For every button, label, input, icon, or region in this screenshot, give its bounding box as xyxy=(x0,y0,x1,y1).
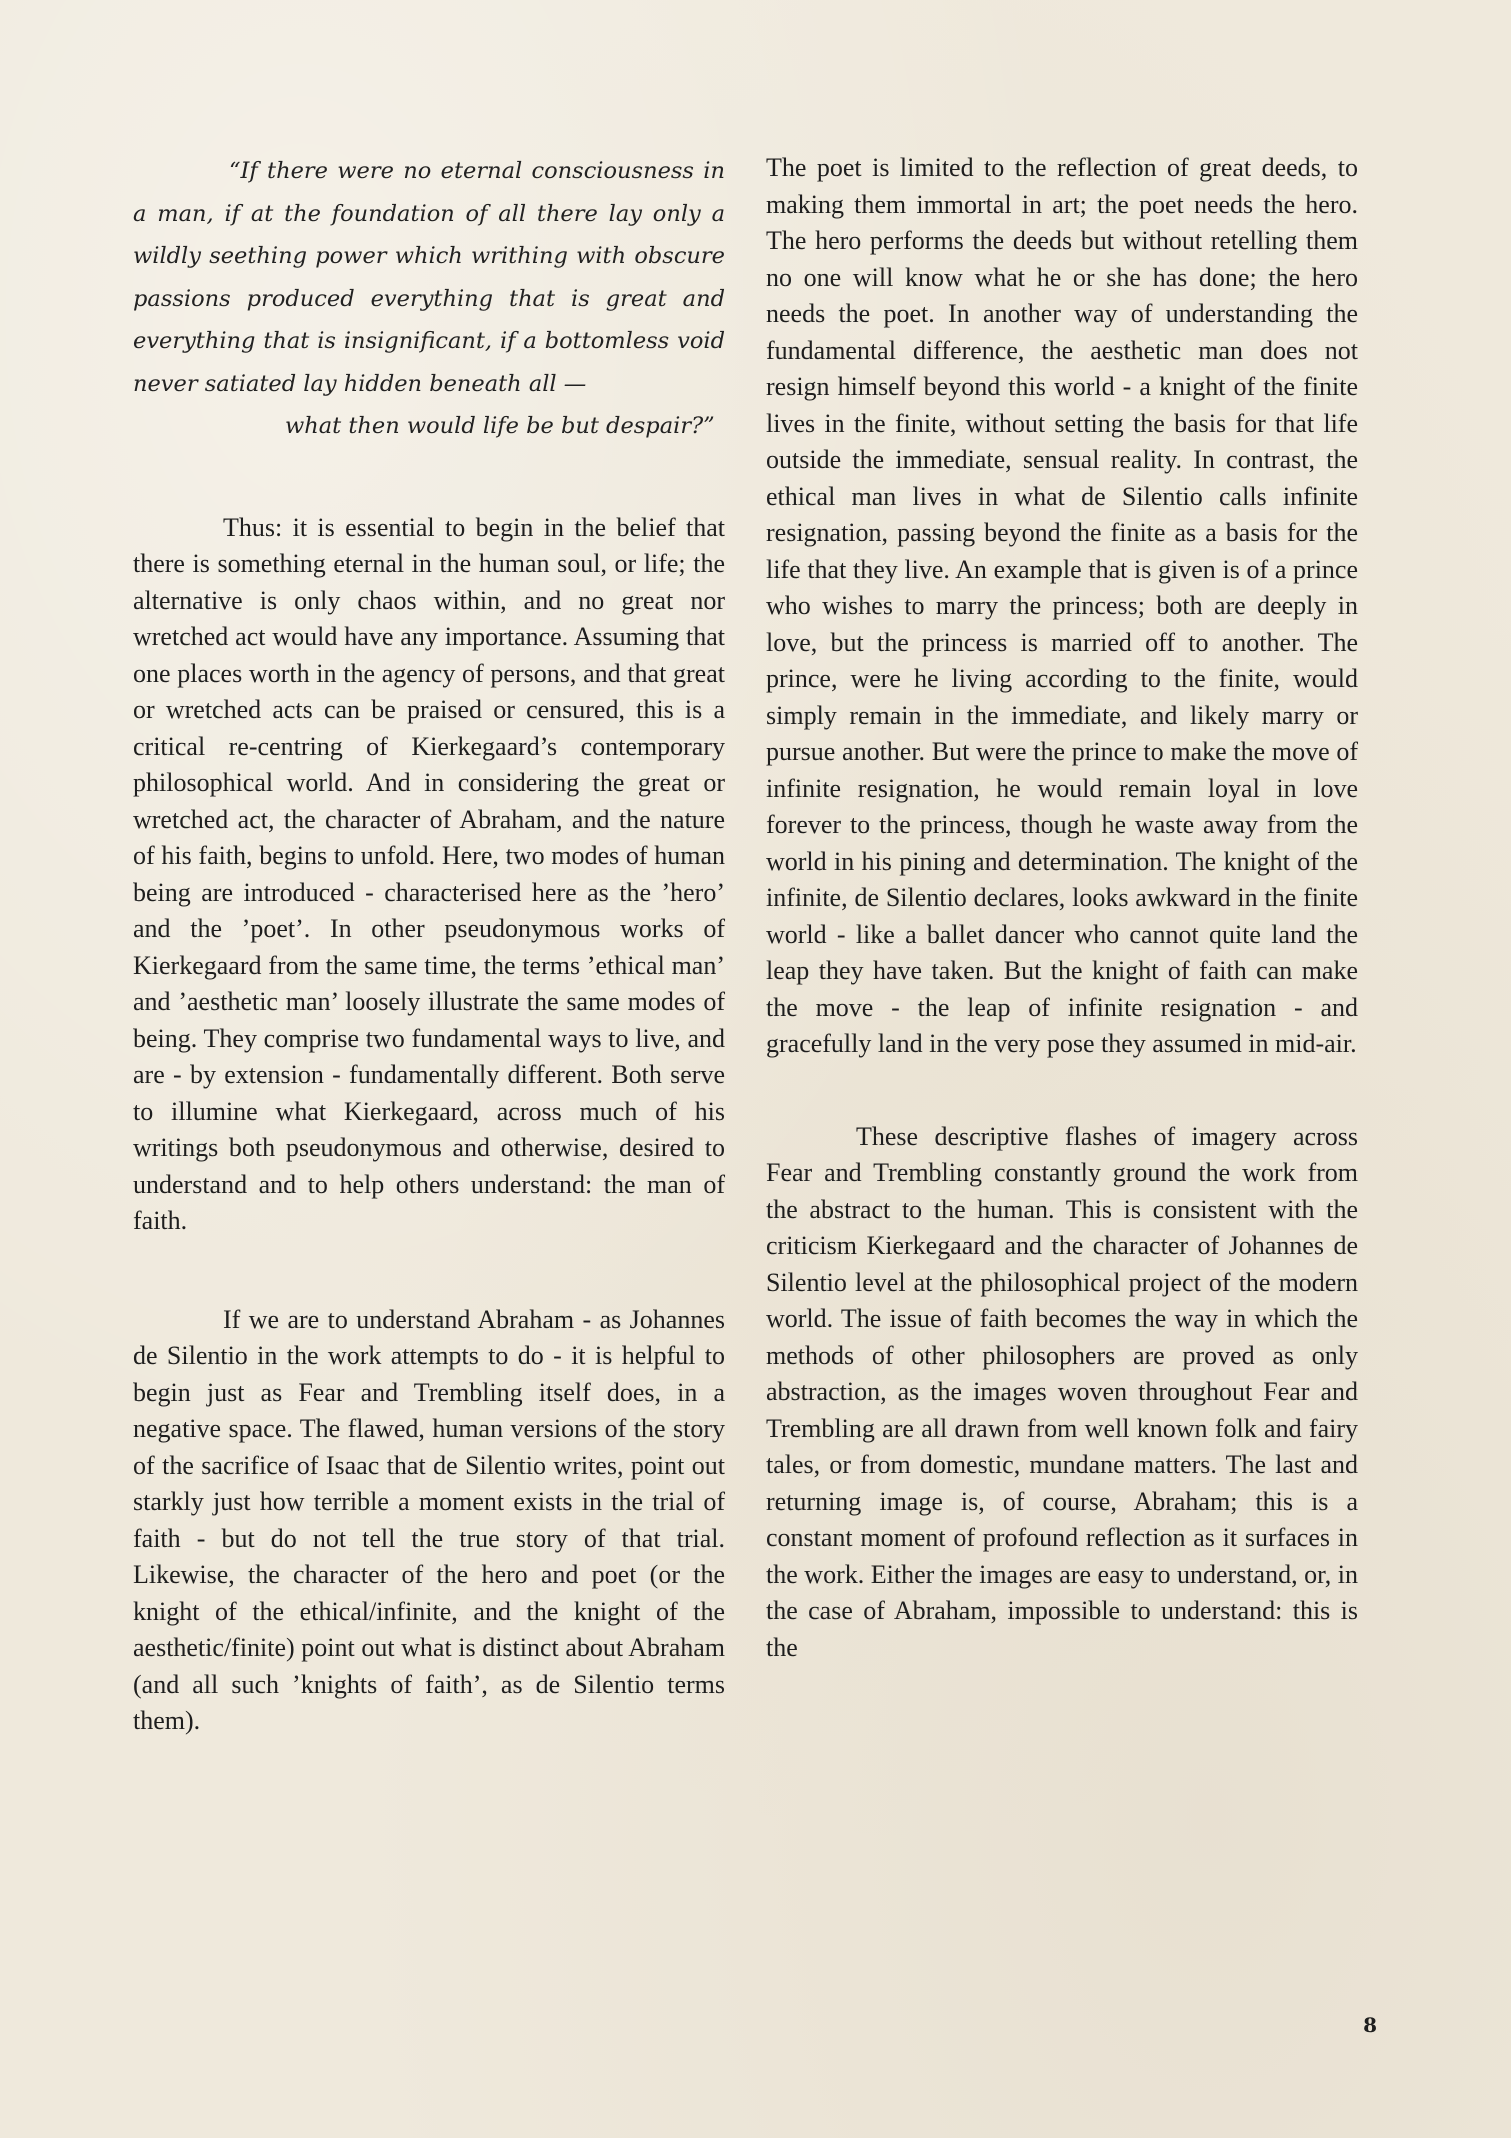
left-column xyxy=(133,150,725,1740)
quote-ending: what then would life be but despair?” xyxy=(285,413,715,439)
body-paragraph: Thus: it is essential to begin in the belief that there is something eternal in the human soul, or life; the alternative is only chaos within, and no great nor wretched act would have any importance. Assuming that one places worth in the agency of persons, and that great or wretched acts can be praised or censured, this is a critical re-centring of Kierkegaard’s contemporary philosophical world. And in considering the great or wretched act, the character of Abraham, and the nature of his faith, begins to unfold. Here, two modes of human being are introduced - characterised here as the ’hero’ and the ’poet’. In other pseudonymous works of Kierkegaard from the same time, the terms ’ethical man’ and ’aesthetic man’ loosely illustrate the same modes of being. They comprise two fundamental ways to live, and are - by extension - fundamentally different. Both serve to illumine what Kierkegaard, across much of his writings both pseudonymous and otherwise, desired to understand and to help others understand: the man of faith. xyxy=(133,512,725,1235)
body-paragraph: The poet is limited to the reflection of great deeds, to making them immortal in art; the poet needs the hero. The hero performs the deeds but without retelling them no one will know what he or she has done; the hero needs the poet. In another way of understanding the fundamental difference, the aesthetic man does not resign himself beyond this world - a knight of the finite lives in the finite, without setting the basis for that life outside the immediate, sensual reality. In contrast, the ethical man lives in what de Silentio calls infinite resignation, passing beyond the finite as a basis for the life that they live. An example that is given is of a prince who wishes to marry the princess; both are deeply in love, but the princess is married off to another. The prince, were he living according to the finite, would simply remain in the immediate, and likely marry or pursue another. But were the prince to make the move of infinite resignation, he would remain loyal in love forever to the princess, though he waste away from the world in his pining and determination. The knight of the infinite, de Silentio declares, looks awkward in the finite world - like a ballet dancer who cannot quite land the leap they have taken. But the knight of faith can make the move - the leap of infinite resignation - and gracefully land in the very pose they assumed in mid-air. xyxy=(766,153,1358,1058)
body-paragraph: These descriptive flashes of imagery across Fear and Trembling constantly ground the work from the abstract to the human. This is consistent with the criticism Kierkegaard and the character of Johannes de Silentio level at the philosophical project of the modern world. The issue of faith becomes the way in which the methods of other philosophers are proved as only abstraction, as the images woven throughout Fear and Trembling are all drawn from well known folk and fairy tales, or from domestic, mundane matters. The last and returning image is, of course, Abraham; this is a constant moment of profound reflection as it surfaces in the work. Either the images are easy to understand, or, in the case of Abraham, impossible to understand: this is the xyxy=(766,1121,1358,1662)
body-paragraph: If we are to understand Abraham - as Johannes de Silentio in the work attempts to do - it is helpful to begin just as Fear and Trembling itself does, in a negative space. The flawed, human versions of the story of the sacrifice of Isaac that de Silentio writes, point out starkly just how terrible a moment exists in the trial of faith - but do not tell the true story of that trial. Likewise, the character of the hero and poet (or the knight of the ethical/infinite, and the knight of the aesthetic/finite) point out what is distinct about Abraham (and all such ’knights of faith’, as de Silentio terms them). xyxy=(133,1304,725,1735)
right-column xyxy=(766,150,1358,1666)
page-number: 8 xyxy=(1363,2013,1377,2037)
quote-body: “If there were no eternal consciousness in a man, if at the foundation of all there lay only a wildly seething power which writhing with obscure passions produced everything that is great and everything that is insignificant, if a bottomless void never satiated lay hidden beneath all — xyxy=(133,158,725,397)
epigraph-quote xyxy=(133,150,725,448)
